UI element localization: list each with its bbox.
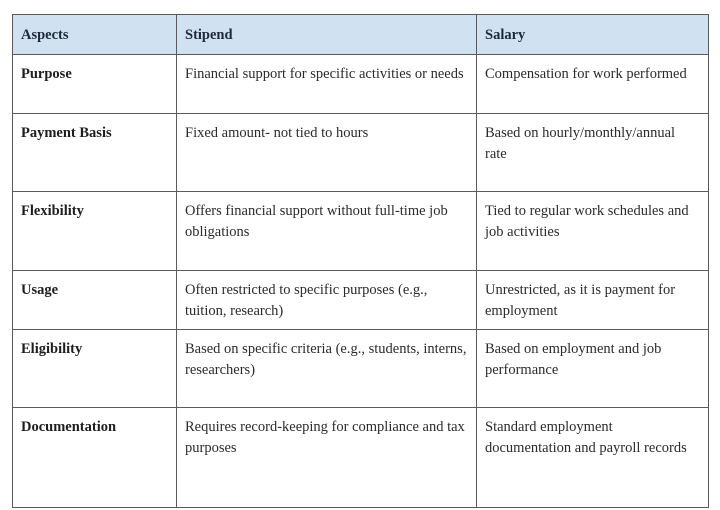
aspect-cell: Documentation: [13, 408, 177, 508]
salary-cell: Tied to regular work schedules and job activities: [477, 192, 709, 271]
stipend-cell: Requires record-keeping for compliance and tax purposes: [177, 408, 477, 508]
salary-cell: Based on employment and job performance: [477, 330, 709, 408]
stipend-cell: Financial support for specific activities or needs: [177, 55, 477, 114]
salary-cell: Standard employment documentation and payroll records: [477, 408, 709, 508]
header-salary: Salary: [477, 15, 709, 55]
aspect-cell: Purpose: [13, 55, 177, 114]
aspect-cell: Eligibility: [13, 330, 177, 408]
aspect-cell: Payment Basis: [13, 114, 177, 192]
stipend-cell: Offers financial support without full-time job obligations: [177, 192, 477, 271]
aspect-cell: Flexibility: [13, 192, 177, 271]
header-aspects: Aspects: [13, 15, 177, 55]
table-row-flexibility: [13, 192, 709, 271]
salary-cell: Compensation for work performed: [477, 55, 709, 114]
table-row-documentation: [13, 408, 709, 508]
table-row-eligibility: [13, 330, 709, 408]
aspect-cell: Usage: [13, 271, 177, 330]
salary-cell: Unrestricted, as it is payment for employment: [477, 271, 709, 330]
header-stipend: Stipend: [177, 15, 477, 55]
table-row-usage: [13, 271, 709, 330]
table-row-payment-basis: [13, 114, 709, 192]
stipend-cell: Fixed amount- not tied to hours: [177, 114, 477, 192]
header-row: [13, 15, 709, 55]
salary-cell: Based on hourly/monthly/annual rate: [477, 114, 709, 192]
stipend-cell: Based on specific criteria (e.g., students, interns, researchers): [177, 330, 477, 408]
table-row-purpose: [13, 55, 709, 114]
stipend-cell: Often restricted to specific purposes (e.g., tuition, research): [177, 271, 477, 330]
table-body: [13, 55, 709, 508]
table-header: [13, 15, 709, 55]
stipend-vs-salary-table: [12, 14, 709, 508]
